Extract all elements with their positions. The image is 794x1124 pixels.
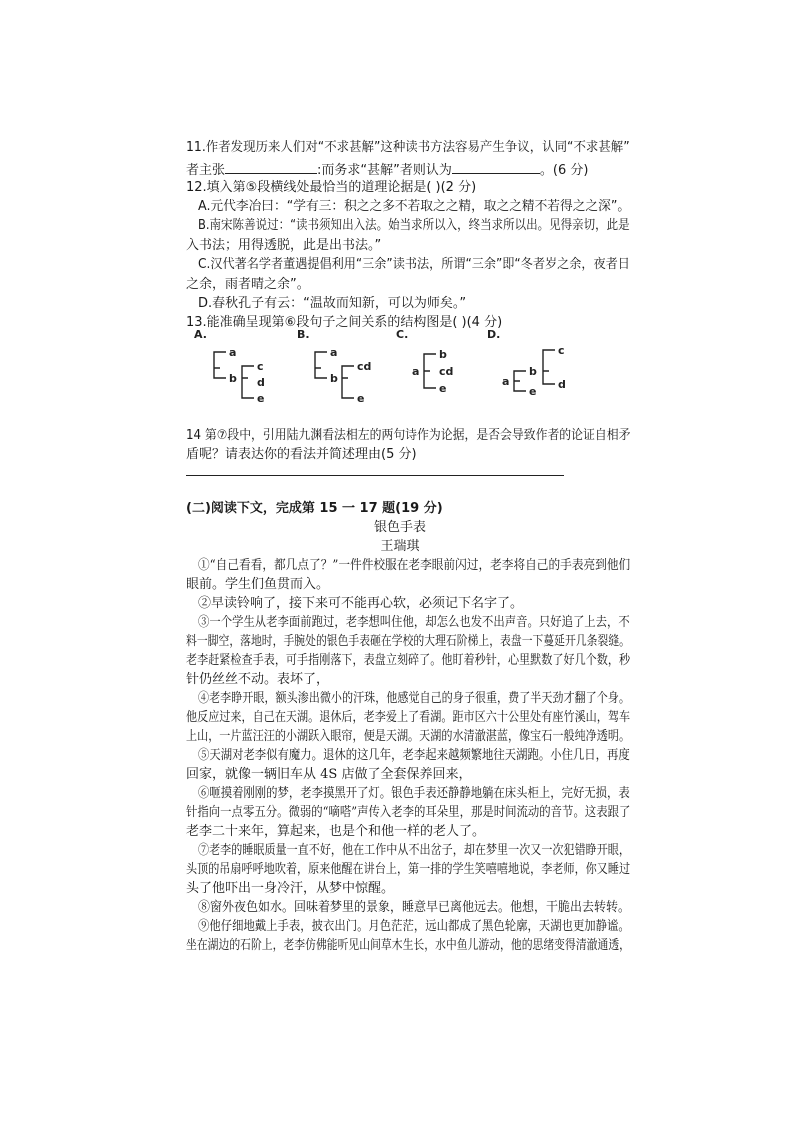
q13-diagram-label-a[interactable]: A. bbox=[194, 328, 207, 341]
q13-b-node-e: e bbox=[357, 392, 365, 405]
story-line: ⑦老李的睡眠质量一直不好，他在工作中从不出岔子，却在梦里一次又一次犯错睁开眼， bbox=[198, 843, 630, 858]
story-line: ④老李睁开眼，额头渗出微小的汗珠，他感觉自己的身子很重，费了半天劲才翻了个身。 bbox=[198, 691, 630, 706]
story-line: ①“自己看看，都几点了？”一件件校服在老李眼前闪过，老李将自己的手表亮到他们 bbox=[198, 558, 631, 573]
story-line: 头了他吓出一身冷汗，从梦中惊醒。 bbox=[186, 881, 395, 896]
story-line: 老李二十来年，算起来，也是个和他一样的老人了。 bbox=[186, 824, 486, 839]
q13-c-node-a: a bbox=[412, 365, 420, 378]
q12-option-c-line1: C.汉代著名学者董遇提倡利用“三余”读书法，所谓“三余”即“冬者岁之余，夜者日 bbox=[198, 257, 630, 272]
q12-option-a: A.元代李冶曰：“学有三：积之之多不若取之之精，取之之精不若得之之深”。 bbox=[198, 199, 631, 214]
q13-a-node-d: d bbox=[257, 376, 265, 389]
q12-stem: 12.填入第⑤段横线处最恰当的道理论据是( )(2 分) bbox=[186, 180, 477, 195]
q14-line2: 盾呢？请表达你的看法并简述理由(5 分) bbox=[186, 447, 417, 462]
q14-line1: 14 第⑦段中，引用陆九渊看法相左的两句诗作为论据，是否会导致作者的论证自相矛 bbox=[186, 428, 631, 443]
q13-diagram-label-d[interactable]: D. bbox=[487, 328, 501, 341]
story-line: 回家，就像一辆旧车从 4S 店做了全套保养回来， bbox=[186, 767, 472, 782]
q13-c-node-e: e bbox=[439, 382, 447, 395]
story-line: 眼前。学生们鱼贯而入。 bbox=[186, 577, 330, 592]
story-line: 头顶的吊扇呼呼地吹着，原来他醒在讲台上，第一排的学生笑嘻嘻地说，李老师，你又睡过 bbox=[186, 862, 631, 877]
q13-diagram-label-c[interactable]: C. bbox=[396, 328, 409, 341]
story-line: ⑨他仔细地戴上手表，披衣出门。月色茫茫，远山都成了黑色轮廓，天湖也更加静谧。 bbox=[198, 919, 630, 934]
q13-a-node-c: c bbox=[257, 360, 264, 373]
story-line: 上山，一片蓝汪汪的小湖跃入眼帘，便是天湖。天湖的水清澈湛蓝，像宝石一般纯净透明。 bbox=[186, 729, 631, 744]
q13-d-node-a: a bbox=[502, 375, 510, 388]
q13-d-node-c: c bbox=[558, 344, 565, 357]
q11-text-c: 。(6 分) bbox=[539, 163, 589, 178]
story-author: 王瑞琪 bbox=[380, 539, 420, 554]
story-line: 他反应过来，自己在天湖。退休后，老李爱上了看湖。距市区六十公里处有座竹溪山，驾车 bbox=[186, 710, 631, 725]
q13-diagram-label-b[interactable]: B. bbox=[297, 328, 310, 341]
section2-heading: (二)阅读下文，完成第 15 一 17 题(19 分) bbox=[186, 501, 443, 516]
q11-blank-2[interactable] bbox=[452, 160, 540, 174]
story-line: ⑥咂摸着刚刚的梦，老李摸黑开了灯。银色手表还静静地躺在床头柜上，完好无损，表 bbox=[198, 786, 630, 801]
story-line: ⑧窗外夜色如水。回味着梦里的景象，睡意早已离他远去。他想，干脆出去转转。 bbox=[198, 900, 630, 915]
story-line: ②早读铃响了，接下来可不能再心软，必须记下名字了。 bbox=[198, 596, 524, 611]
story-line: ⑤天湖对老李似有魔力。退休的这几年，老李起来越频繁地往天湖跑。小住几日，再度 bbox=[198, 748, 630, 763]
q11-text-a: 者主张 bbox=[186, 163, 226, 178]
story-line: ③一个学生从老李面前跑过，老李想叫住他，却怎么也发不出声音。只好追了上去，不 bbox=[198, 615, 630, 630]
q11-blank-1[interactable] bbox=[225, 160, 317, 174]
q13-b-node-a: a bbox=[330, 346, 338, 359]
q12-option-d: D.春秋孔子有云：“温故而知新，可以为师矣。” bbox=[198, 296, 467, 311]
story-line: 坐在湖边的石阶上，老李仿佛能听见山间草木生长，水中鱼儿游动，他的思绪变得清澈通透， bbox=[186, 938, 631, 953]
q13-d-node-e: e bbox=[529, 385, 537, 398]
story-line: 老李赶紧检查手表，可手指刚落下，表盘立刻碎了。他盯着秒针，心里默数了好几个数，秒 bbox=[186, 653, 631, 668]
q14-answer-line[interactable] bbox=[186, 475, 564, 476]
q13-b-node-cd: cd bbox=[357, 360, 372, 373]
q13-b-node-b: b bbox=[330, 372, 338, 385]
q13-a-node-a: a bbox=[229, 346, 237, 359]
q12-option-b-line1: B.南宋陈善说过：“读书须知出入法。始当求所以入，终当求所以出。见得亲切，此是 bbox=[198, 218, 630, 233]
story-line: 针指向一点零五分。微弱的“嘀嗒”声传入老李的耳朵里，那是时间流动的音节。这表跟了 bbox=[186, 805, 631, 820]
q13-d-node-b: b bbox=[529, 365, 537, 378]
story-title: 银色手表 bbox=[373, 520, 426, 535]
q13-c-node-b: b bbox=[439, 348, 447, 361]
story-line: 针仍丝丝不动。表坏了， bbox=[186, 672, 330, 687]
q13-d-node-d: d bbox=[558, 378, 566, 391]
q13-a-node-b: b bbox=[229, 372, 237, 385]
q12-option-c-line2: 之余，雨者晴之余”。 bbox=[186, 277, 310, 292]
q13-stem: 13.能准确呈现第⑥段句子之间关系的结构图是( )(4 分) bbox=[186, 315, 503, 330]
q11-line2 bbox=[186, 160, 588, 179]
story-line: 料一脚空，落地时，手腕处的银色手表砸在学校的大理石阶梯上，表盘一下蔓延开几条裂缝。 bbox=[186, 634, 631, 649]
q13-a-node-e: e bbox=[257, 392, 265, 405]
q11-text-b: :而务求“甚解”者则认为 bbox=[317, 163, 452, 178]
q12-option-b-line2: 入书法；用得透脱，此是出书法。” bbox=[186, 238, 382, 253]
q13-c-node-cd: cd bbox=[439, 365, 454, 378]
q11-line1: 11.作者发现历来人们对“不求甚解”这种读书方法容易产生争议，认同“不求甚解” bbox=[186, 140, 630, 155]
q13-structure-diagrams bbox=[190, 326, 610, 410]
